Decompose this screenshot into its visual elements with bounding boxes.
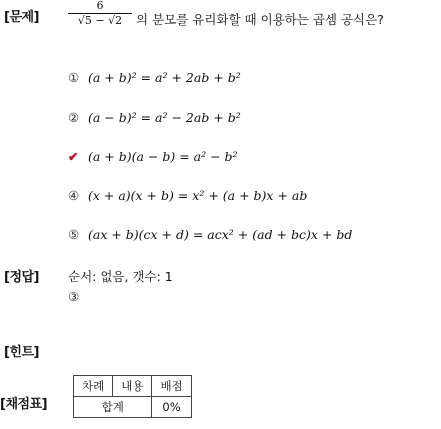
option-formula: (ax + b)(cx + d) = acx² + (ad + bc)x + bd	[87, 227, 353, 242]
option-marker: ②	[68, 110, 80, 125]
option-formula: (x + a)(x + b) = x² + (a + b)x + ab	[87, 188, 308, 203]
option-5[interactable]	[68, 227, 352, 242]
answer-meta: 순서: 없음, 갯수: 1	[68, 269, 173, 284]
option-2[interactable]	[68, 110, 241, 125]
table-row	[74, 397, 192, 418]
table-row	[74, 376, 192, 397]
question-fraction	[68, 0, 132, 28]
question-label: [문제]	[4, 10, 39, 25]
score-table	[73, 375, 192, 418]
option-1[interactable]	[68, 70, 241, 85]
total-label: 합계	[74, 397, 152, 418]
option-formula: (a − b)² = a² − 2ab + b²	[87, 110, 241, 125]
header-content: 내용	[113, 376, 152, 397]
answer-label: [정답]	[4, 270, 39, 285]
option-3[interactable]	[68, 149, 238, 164]
answer-choice: ③	[68, 289, 80, 304]
option-marker: ⑤	[68, 227, 80, 242]
option-formula: (a + b)(a − b) = a² − b²	[87, 149, 238, 164]
header-points: 배점	[152, 376, 191, 397]
header-order: 차례	[74, 376, 113, 397]
fraction-numerator: 6	[96, 0, 104, 12]
fraction-denominator: √5 − √2	[77, 14, 123, 27]
question-text: 의 분모를 유리화할 때 이용하는 곱셈 공식은?	[136, 12, 384, 27]
option-4[interactable]	[68, 188, 307, 203]
option-marker: ①	[68, 70, 80, 85]
checkmark-icon: ✔	[68, 149, 79, 164]
score-table-label: [채점표]	[0, 397, 48, 412]
option-formula: (a + b)² = a² + 2ab + b²	[87, 70, 241, 85]
hint-label: [힌트]	[4, 345, 39, 360]
total-value: 0%	[152, 397, 191, 418]
option-marker: ④	[68, 188, 80, 203]
